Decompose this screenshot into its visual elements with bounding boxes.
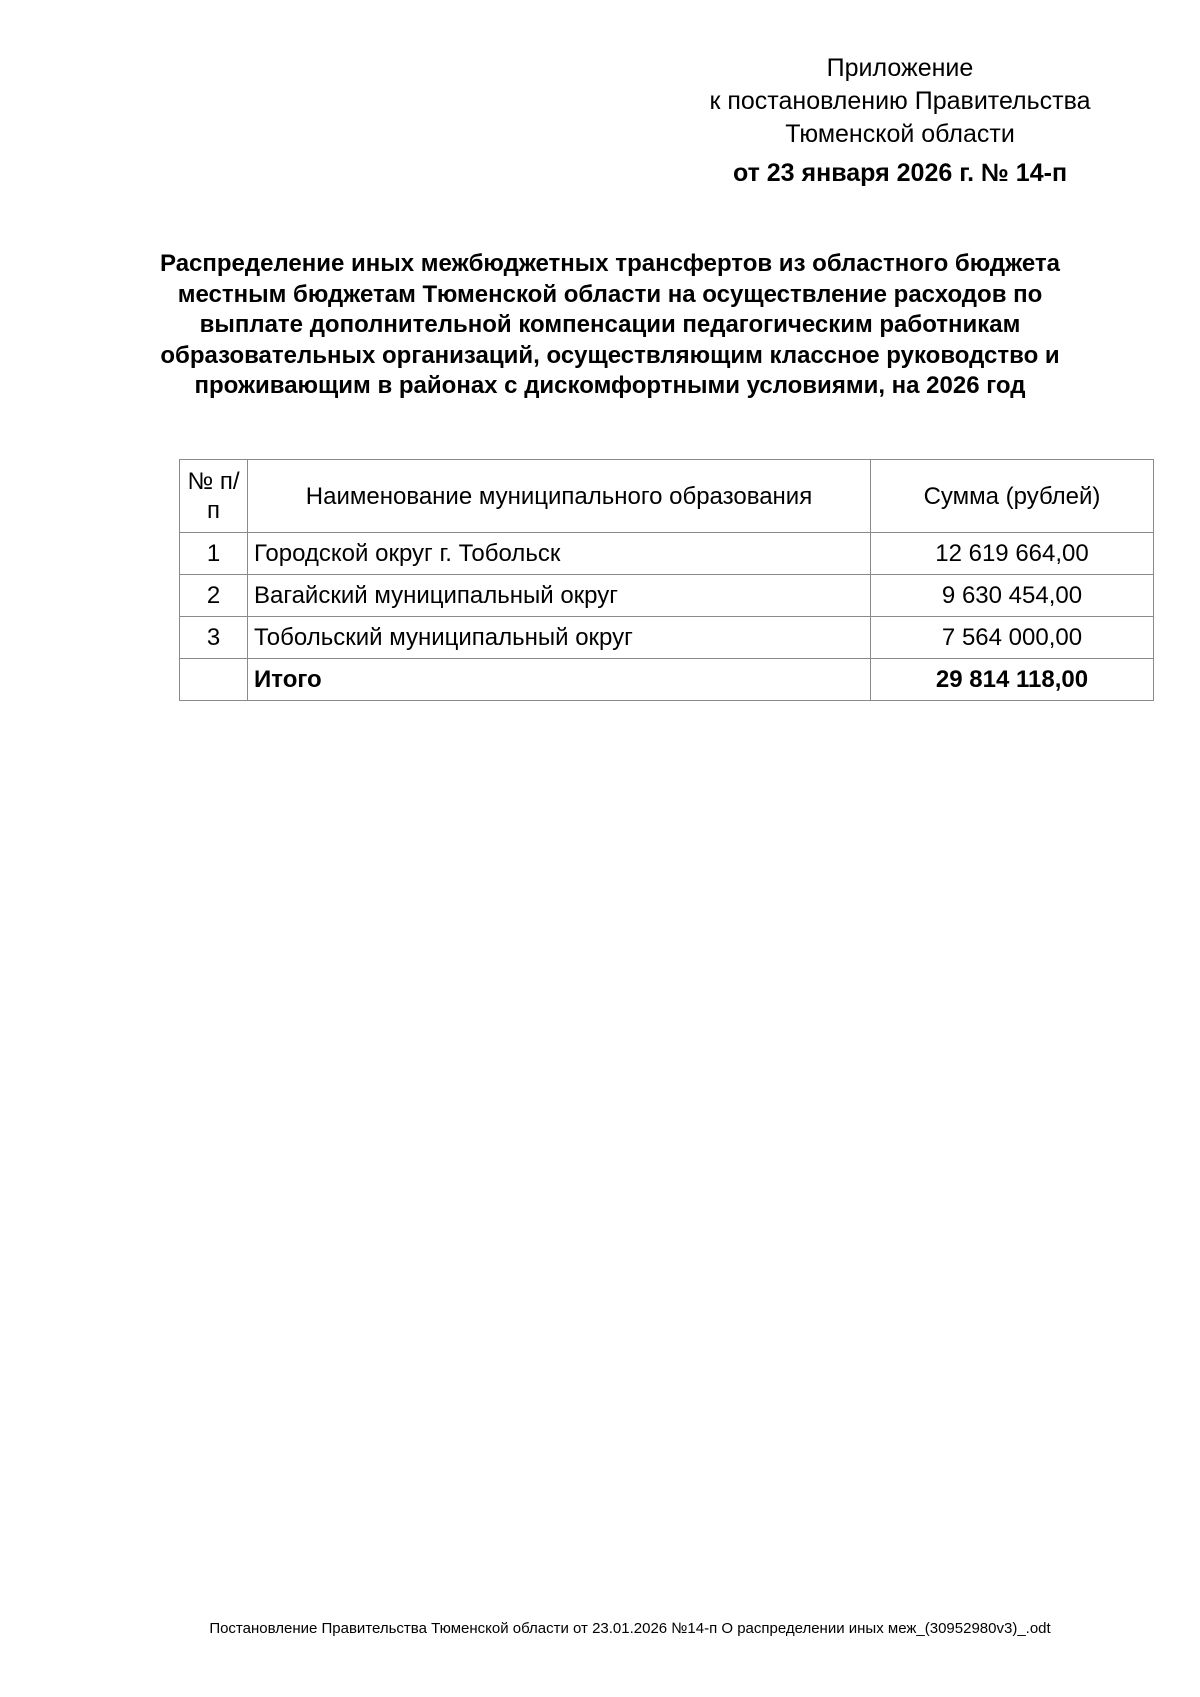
- total-number-cell: [180, 659, 248, 701]
- header-number: № п/п: [180, 460, 248, 533]
- header-sum: Сумма (рублей): [871, 460, 1154, 533]
- row-sum: 12 619 664,00: [871, 533, 1154, 575]
- row-number: 2: [180, 575, 248, 617]
- appendix-date-number: от 23 января 2026 г. № 14-п: [732, 159, 1068, 187]
- row-number: 1: [180, 533, 248, 575]
- page-footer: Постановление Правительства Тюменской области от 23.01.2026 №14-п О распределении иных меж_(30952980v3)_.odt: [209, 1620, 1051, 1637]
- table-row: [180, 575, 1154, 617]
- appendix-block: [640, 52, 1160, 190]
- total-sum: 29 814 118,00: [871, 659, 1154, 701]
- appendix-line-resolution: к постановлению Правительства: [709, 87, 1091, 115]
- row-name: Городской округ г. Тобольск: [248, 533, 871, 575]
- table-row: [180, 617, 1154, 659]
- total-label: Итого: [248, 659, 871, 701]
- header-name: Наименование муниципального образования: [248, 460, 871, 533]
- appendix-title: Приложение: [826, 54, 974, 82]
- row-sum: 7 564 000,00: [871, 617, 1154, 659]
- document-title: Распределение иных межбюджетных трансфертов из областного бюджета местным бюджетам Тюменской области на осуществление расходов по выплате дополнительной компенсации педагогическим работникам образовательных организаций, осуществляющим классное руководство и проживающим в районах с дискомфортными условиями, на 2026 год: [160, 250, 1060, 399]
- total-row: [180, 659, 1154, 701]
- appendix-line-region: Тюменской области: [785, 120, 1015, 148]
- table-header-row: [180, 460, 1154, 533]
- row-number: 3: [180, 617, 248, 659]
- row-name: Вагайский муниципальный округ: [248, 575, 871, 617]
- table-row: [180, 533, 1154, 575]
- row-name: Тобольский муниципальный округ: [248, 617, 871, 659]
- row-sum: 9 630 454,00: [871, 575, 1154, 617]
- distribution-table: [179, 459, 1154, 701]
